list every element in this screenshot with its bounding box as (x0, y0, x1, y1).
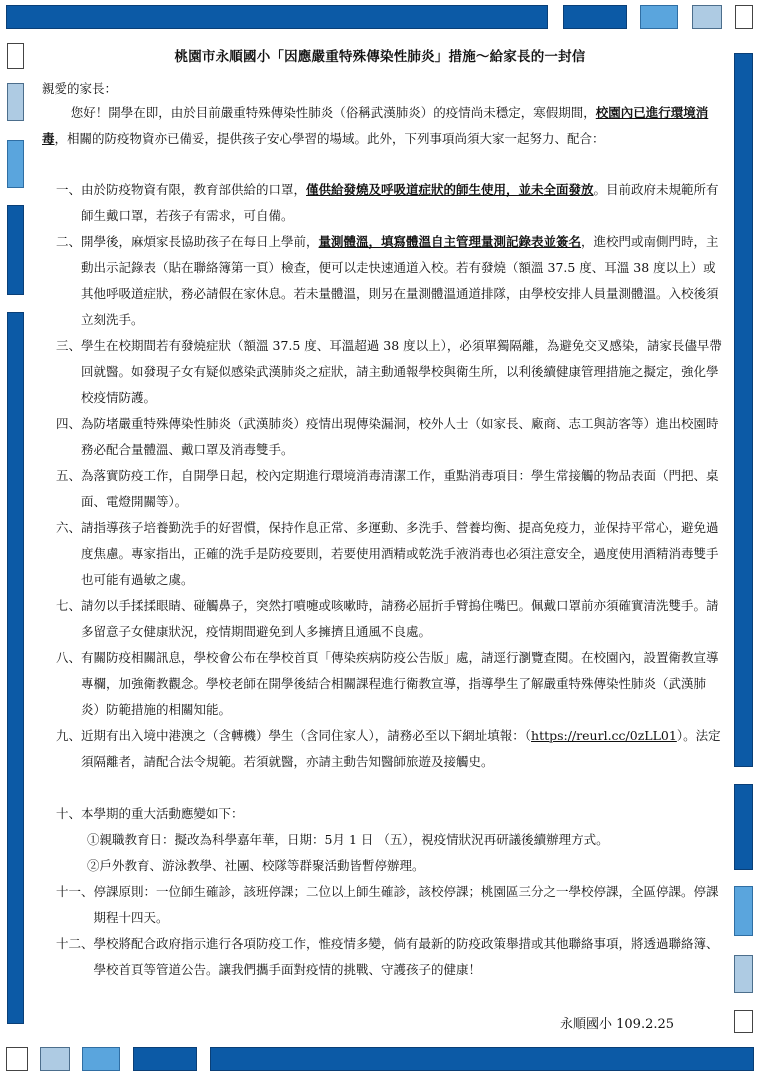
right-block-4 (734, 1010, 753, 1033)
list-item-10 (56, 801, 724, 879)
left-block-1 (7, 43, 24, 69)
right-block-1 (734, 784, 753, 870)
item-number: 十一、 (56, 884, 94, 899)
list-item-11 (56, 879, 724, 931)
item-number: 五、 (56, 468, 82, 483)
item-text: 有關防疫相關訊息，學校會公布在學校首頁「傳染疾病防疫公告版」處，請逕行瀏覽查閱。在校園內，設置衛教宣導專欄，加強衛教觀念。學校老師在開學後結合相關課程進行衛教宣導，指導學生了解嚴重特殊傳染性肺炎（武漢肺炎）防範措施的相關知能。 (81, 650, 719, 717)
item-text-a: 本學期的重大活動應變如下： (81, 806, 244, 821)
sub-item-2: ②戶外教育、游泳教學、社團、校隊等群聚活動皆暫停辦理。 (87, 858, 425, 873)
bottom-block-1 (6, 1047, 28, 1071)
item-text (81, 177, 724, 229)
list-item-7 (56, 593, 724, 645)
intro-text-1: 您好！開學在即，由於目前嚴重特殊傳染性肺炎（俗稱武漢肺炎）的疫情尚未穩定，寒假期間， (70, 105, 596, 120)
item-number: 十、 (56, 806, 82, 821)
item-text: 為防堵嚴重特殊傳染性肺炎（武漢肺炎）疫情出現傳染漏洞，校外人士（如家長、廠商、志工與訪客等）進出校園時務必配合量體溫、戴口罩及消毒雙手。 (81, 416, 719, 457)
item-text-a: 近期有出入境中港澳之（含轉機）學生（含同住家人），請務必至以下網址填報：（ (81, 728, 532, 743)
list-item-1 (56, 177, 724, 229)
left-block-4 (7, 205, 24, 295)
top-block-4 (735, 5, 753, 29)
top-block-2 (640, 5, 678, 29)
item-text-c: 。目前政府未規範所有師生戴口罩，若孩子有需求，可自備。 (81, 182, 719, 223)
intro-emphasis: 校園內已進行環境消毒 (42, 105, 709, 146)
list-item-8 (56, 645, 724, 723)
item-text-a: 開學後，麻煩家長協助孩子在每日上學前， (81, 234, 319, 249)
item-text-c: ）。法定須隔離者，請配合法令規範。若須就醫，亦請主動告知醫師旅遊及接觸史。 (81, 728, 721, 769)
item-number: 二、 (56, 234, 82, 249)
top-block-3 (692, 5, 722, 29)
left-bar (7, 312, 24, 1024)
intro-paragraph (42, 100, 724, 152)
item-number: 九、 (56, 728, 82, 743)
item-text: 停課原則：一位師生確診，該班停課；二位以上師生確診，該校停課；桃園區三分之一學校停課，全區停課。停課期程十四天。 (93, 884, 719, 925)
list-item-9 (56, 723, 724, 775)
item-number: 四、 (56, 416, 82, 431)
item-emphasis: 僅供給發燒及呼吸道症狀的師生使用，並未全面發放 (306, 182, 594, 197)
top-block-1 (563, 5, 627, 29)
item-number: 七、 (56, 598, 82, 613)
list-item-5 (56, 463, 724, 515)
list-item-6 (56, 515, 724, 593)
signature-date: 永順國小 109.2.25 (560, 1017, 675, 1032)
right-block-2 (734, 886, 753, 936)
item-number: 三、 (56, 338, 82, 353)
item-text-a: 由於防疫物資有限，教育部供給的口罩， (81, 182, 307, 197)
list-item-3 (56, 333, 724, 411)
greeting: 親愛的家長： (42, 81, 118, 96)
top-bar (6, 5, 548, 29)
document-title: 桃園市永順國小「因應嚴重特殊傳染性肺炎」措施～給家長的一封信 (174, 49, 586, 65)
bottom-block-3 (82, 1047, 120, 1071)
item-number: 八、 (56, 650, 82, 665)
item-text: 學校將配合政府指示進行各項防疫工作，惟疫情多變，倘有最新的防疫政策舉措或其他聯絡事項，將透過聯絡簿、學校首頁等管道公告。讓我們攜手面對疫情的挑戰、守護孩子的健康！ (93, 936, 719, 977)
item-text (81, 801, 724, 879)
list-item-2 (56, 229, 724, 333)
right-block-3 (734, 955, 753, 993)
item-text-c: ，進校門或南側門時，主動出示記錄表（貼在聯絡簿第一頁）檢查，便可以走快速通道入校。若有發燒（額溫 37.5 度、耳溫 38 度以上）或其他呼吸道症狀，務必請假在家休息。若未量體溫，則另在量測體溫通道排隊，由學校安排人員量測體溫。入校後須立刻洗手。 (81, 234, 719, 327)
sub-item-1: ①親職教育日：擬改為科學嘉年華，日期：5月 1 日 （五），視疫情狀況再研議後續辦理方式。 (87, 832, 609, 847)
bottom-block-2 (40, 1047, 70, 1071)
item-text: 請指導孩子培養勤洗手的好習慣，保持作息正常、多運動、多洗手、營養均衡、提高免疫力，並保持平常心，避免過度焦慮。專家指出，正確的洗手是防疫要則，若要使用酒精或乾洗手液消毒也必須注意安全，過度使用酒精消毒雙手也可能有過敏之虞。 (81, 520, 719, 587)
item-emphasis: 量測體溫，填寫體溫自主管理量測記錄表並簽名 (318, 234, 582, 249)
item-number: 一、 (56, 182, 82, 197)
item-number: 十二、 (56, 936, 94, 951)
item-text: 學生在校期間若有發燒症狀（額溫 37.5 度、耳溫超過 38 度以上），必須單獨隔離，為避免交叉感染，請家長儘早帶回就醫。如發現子女有疑似感染武漢肺炎之症狀，請主動通報學校與衛生所，以利後續健康管理措施之擬定，強化學校疫情防護。 (81, 338, 722, 405)
bottom-block-4 (133, 1047, 197, 1071)
bottom-bar (210, 1047, 754, 1071)
item-text: 請勿以手揉揉眼睛、碰觸鼻子，突然打噴嚏或咳嗽時，請務必屈折手臂摀住嘴巴。佩戴口罩前亦須確實清洗雙手。請多留意子女健康狀況，疫情期間避免到人多擁擠且通風不良處。 (81, 598, 719, 639)
left-block-2 (7, 83, 24, 121)
intro-text-2: ，相關的防疫物資亦已備妥，提供孩子安心學習的場域。此外，下列事項尚須大家一起努力、配合： (54, 131, 605, 146)
item-text (81, 229, 724, 333)
item-number: 六、 (56, 520, 82, 535)
item-text (81, 723, 724, 775)
report-link[interactable]: https://reurl.cc/0zLL01 (531, 728, 677, 743)
item-text: 為落實防疫工作，自開學日起，校內定期進行環境消毒清潔工作，重點消毒項目：學生常接觸的物品表面（門把、桌面、電燈開關等）。 (81, 468, 719, 509)
list-item-12 (56, 931, 724, 983)
right-bar (734, 53, 753, 767)
left-block-3 (7, 140, 24, 188)
list-item-4 (56, 411, 724, 463)
